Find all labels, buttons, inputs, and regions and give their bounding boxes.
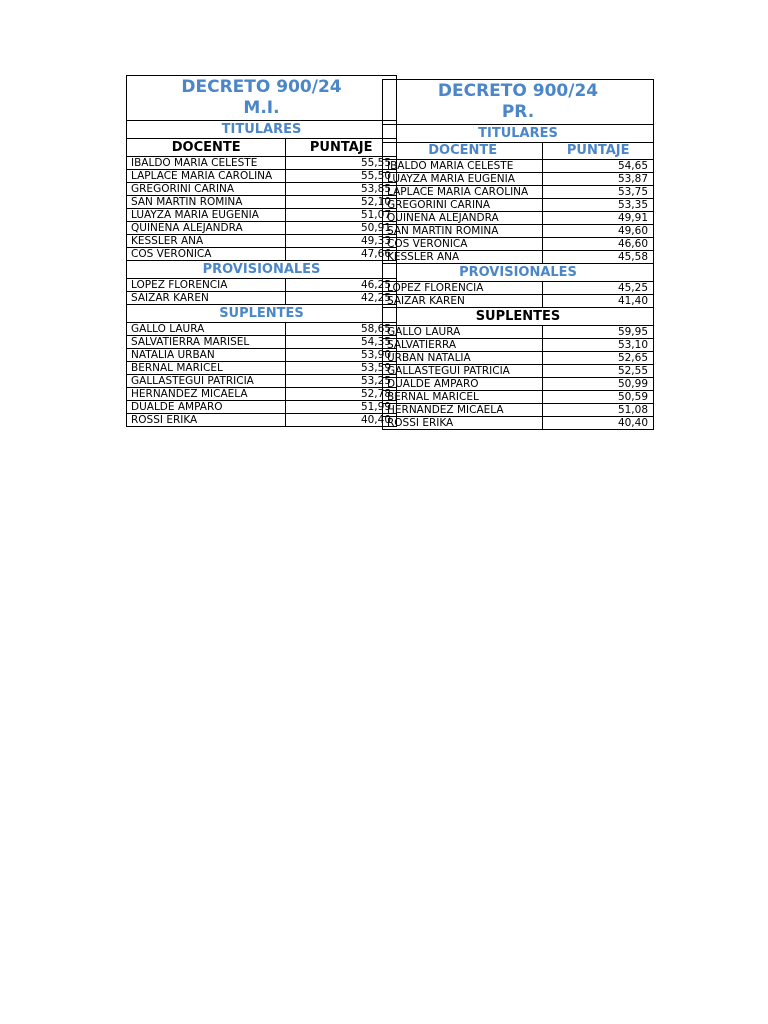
- docente-name: DUALDE AMPARO: [383, 378, 543, 390]
- docente-name: COS VERONICA: [383, 238, 543, 250]
- table-row: [127, 349, 396, 362]
- table-row: [127, 336, 396, 349]
- puntaje-value: 53,35: [617, 199, 648, 211]
- docente-name: SAN MARTIN ROMINA: [127, 196, 286, 208]
- docente-name: LOPEZ FLORENCIA: [383, 282, 543, 294]
- col-puntaje: PUNTAJE: [566, 143, 630, 158]
- table-title: [127, 76, 396, 121]
- puntaje-value: 46,25: [360, 279, 391, 291]
- table-row: [127, 157, 396, 170]
- puntaje-value: 50,91: [360, 222, 391, 234]
- section-provisionales: PROVISIONALES: [383, 264, 653, 282]
- puntaje-value: 49,91: [617, 212, 648, 224]
- table-row: [383, 238, 653, 251]
- puntaje-value: 59,95: [617, 326, 648, 338]
- docente-name: HERNANDEZ MICAELA: [383, 404, 543, 416]
- docente-name: DUALDE AMPARO: [127, 401, 286, 413]
- table-row: [127, 375, 396, 388]
- docente-name: BERNAL MARICEL: [127, 362, 286, 374]
- puntaje-value: 52,78: [360, 388, 391, 400]
- table-row: [383, 339, 653, 352]
- docente-name: GALLO LAURA: [383, 326, 543, 338]
- puntaje-value: 53,90: [360, 349, 391, 361]
- provisionales-rows: [383, 282, 653, 308]
- col-docente: DOCENTE: [127, 139, 286, 156]
- puntaje-value: 53,75: [617, 186, 648, 198]
- puntaje-value: 50,99: [617, 378, 648, 390]
- table-row: [127, 414, 396, 426]
- table-row: [383, 199, 653, 212]
- suplentes-rows: [383, 326, 653, 429]
- table-pr: [382, 79, 654, 430]
- table-row: [383, 404, 653, 417]
- puntaje-value: 53,59: [360, 362, 391, 374]
- docente-name: IBALDO MARIA CELESTE: [383, 160, 543, 172]
- table-row: [127, 401, 396, 414]
- puntaje-value: 40,40: [617, 417, 648, 429]
- docente-name: QUIÑENA ALEJANDRA: [383, 212, 543, 224]
- docente-name: LAPLACE MARIA CAROLINA: [127, 170, 286, 182]
- puntaje-value: 58,65: [360, 323, 391, 335]
- table-row: [383, 212, 653, 225]
- table-row: [127, 279, 396, 292]
- column-header-row: [383, 143, 653, 160]
- table-row: [383, 352, 653, 365]
- table-row: [127, 388, 396, 401]
- puntaje-value: 46,60: [617, 238, 648, 250]
- puntaje-value: 52,10: [360, 196, 391, 208]
- section-suplentes: SUPLENTES: [383, 308, 653, 326]
- puntaje-value: 50,59: [617, 391, 648, 403]
- table-row: [383, 173, 653, 186]
- table-row: [383, 295, 653, 308]
- puntaje-value: 51,08: [617, 404, 648, 416]
- table-row: [383, 378, 653, 391]
- docente-name: SAN MARTIN ROMINA: [383, 225, 543, 237]
- table-row: [127, 292, 396, 305]
- title-line2: PR.: [501, 102, 535, 122]
- puntaje-value: 53,10: [617, 339, 648, 351]
- puntaje-value: 54,35: [360, 336, 391, 348]
- title-line2: M.I.: [243, 98, 280, 118]
- table-row: [383, 326, 653, 339]
- docente-name: QUIÑENA ALEJANDRA: [127, 222, 286, 234]
- docente-name: GALLASTEGUI PATRICIA: [127, 375, 286, 387]
- puntaje-value: 51,07: [360, 209, 391, 221]
- puntaje-value: 42,25: [360, 292, 391, 304]
- puntaje-value: 49,33: [360, 235, 391, 247]
- puntaje-value: 54,65: [617, 160, 648, 172]
- title-line1: DECRETO 900/24: [437, 81, 599, 101]
- column-header-row: [127, 139, 396, 157]
- puntaje-value: 52,55: [617, 365, 648, 377]
- table-row: [127, 170, 396, 183]
- suplentes-rows: [127, 323, 396, 426]
- table-row: [127, 196, 396, 209]
- table-row: [383, 186, 653, 199]
- section-titulares: TITULARES: [127, 121, 396, 139]
- section-titulares: TITULARES: [383, 125, 653, 143]
- table-row: [127, 183, 396, 196]
- table-row: [127, 235, 396, 248]
- docente-name: GALLO LAURA: [127, 323, 286, 335]
- table-title: [383, 80, 653, 125]
- puntaje-value: 53,87: [617, 173, 648, 185]
- table-row: [383, 282, 653, 295]
- docente-name: BERNAL MARICEL: [383, 391, 543, 403]
- puntaje-value: 52,65: [617, 352, 648, 364]
- puntaje-value: 51,99: [360, 401, 391, 413]
- table-row: [127, 323, 396, 336]
- puntaje-value: 47,66: [360, 248, 391, 260]
- table-row: [383, 251, 653, 264]
- puntaje-value: 55,50: [360, 170, 391, 182]
- provisionales-rows: [127, 279, 396, 305]
- puntaje-value: 45,25: [617, 282, 648, 294]
- docente-name: COS VERONICA: [127, 248, 286, 260]
- col-docente: DOCENTE: [383, 143, 543, 159]
- table-row: [127, 209, 396, 222]
- docente-name: NATALIA URBAN: [127, 349, 286, 361]
- table-row: [383, 160, 653, 173]
- table-row: [383, 417, 653, 429]
- docente-name: IBALDO MARIA CELESTE: [127, 157, 286, 169]
- docente-name: GREGORINI CARINA: [383, 199, 543, 211]
- docente-name: LOPEZ FLORENCIA: [127, 279, 286, 291]
- docente-name: GREGORINI CARINA: [127, 183, 286, 195]
- docente-name: KESSLER ANA: [127, 235, 286, 247]
- puntaje-value: 55,55: [360, 157, 391, 169]
- puntaje-value: 45,58: [617, 251, 648, 263]
- section-suplentes: SUPLENTES: [127, 305, 396, 323]
- table-row: [383, 225, 653, 238]
- docente-name: ROSSI ERIKA: [127, 414, 286, 426]
- docente-name: ROSSI ERIKA: [383, 417, 543, 429]
- section-provisionales: PROVISIONALES: [127, 261, 396, 279]
- table-row: [383, 365, 653, 378]
- table-mi: [126, 75, 397, 427]
- title-line1: DECRETO 900/24: [181, 77, 342, 97]
- docente-name: SAIZAR KAREN: [383, 295, 543, 307]
- col-puntaje: PUNTAJE: [309, 140, 373, 155]
- docente-name: LUAYZA MARIA EUGENIA: [383, 173, 543, 185]
- docente-name: LUAYZA MARIA EUGENIA: [127, 209, 286, 221]
- docente-name: LAPLACE MARIA CAROLINA: [383, 186, 543, 198]
- titulares-rows: [383, 160, 653, 264]
- table-row: [127, 222, 396, 235]
- docente-name: GALLASTEGUI PATRICIA: [383, 365, 543, 377]
- table-row: [127, 248, 396, 261]
- puntaje-value: 40,40: [360, 414, 391, 426]
- docente-name: URBAN NATALIA: [383, 352, 543, 364]
- docente-name: SALVATIERRA: [383, 339, 543, 351]
- titulares-rows: [127, 157, 396, 261]
- table-row: [383, 391, 653, 404]
- puntaje-value: 49,60: [617, 225, 648, 237]
- docente-name: SALVATIERRA MARISEL: [127, 336, 286, 348]
- table-row: [127, 362, 396, 375]
- docente-name: SAIZAR KAREN: [127, 292, 286, 304]
- docente-name: HERNANDEZ MICAELA: [127, 388, 286, 400]
- docente-name: KESSLER ANA: [383, 251, 543, 263]
- puntaje-value: 53,85: [360, 183, 391, 195]
- puntaje-value: 41,40: [617, 295, 648, 307]
- puntaje-value: 53,25: [360, 375, 391, 387]
